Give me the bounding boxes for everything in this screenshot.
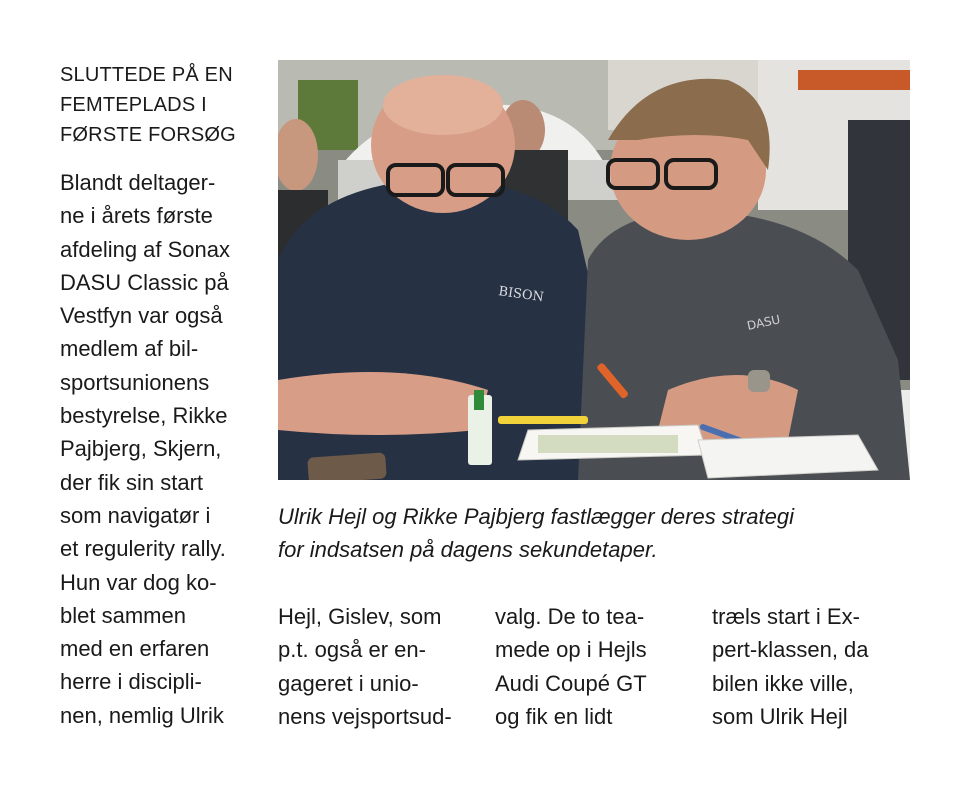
text-line: mede op i Hejls: [495, 637, 647, 663]
text-line: Vestfyn var også: [60, 303, 223, 329]
text-line: der fik sin start: [60, 469, 204, 495]
text-line: sportsunionens: [60, 369, 210, 395]
text-line: som Ulrik Hejl: [712, 703, 848, 729]
text-line: herre i discipli-: [60, 669, 202, 695]
photo-caption: [278, 500, 918, 566]
article-heading: [60, 60, 265, 150]
caption-line: for indsatsen på dagens sekundetaper.: [278, 537, 658, 562]
caption-line: Ulrik Hejl og Rikke Pajbjerg fastlægger deres strategi: [278, 504, 794, 529]
heading-line: FEMTEPLADS I: [60, 94, 207, 116]
text-line: medlem af bil-: [60, 336, 199, 362]
text-line: med en erfaren: [60, 636, 210, 662]
text-line: og fik en lidt: [495, 703, 613, 729]
left-text-column: [60, 166, 230, 732]
text-line: valg. De to tea-: [495, 604, 645, 629]
photo-illustration: [278, 60, 910, 480]
shirt-print-left: BISON: [497, 284, 545, 306]
text-line: Audi Coupé GT: [495, 670, 647, 696]
text-line: et regulerity rally.: [60, 536, 226, 562]
text-line: Hejl, Gislev, som: [278, 604, 442, 629]
text-line: Blandt deltager-: [60, 170, 216, 195]
text-line: ne i årets første: [60, 203, 213, 229]
text-line: nens vejsportsud-: [278, 703, 452, 729]
text-line: bilen ikke ville,: [712, 670, 854, 696]
text-line: blet sammen: [60, 602, 186, 628]
text-line: træls start i Ex-: [712, 604, 860, 629]
heading-line: FØRSTE FORSØG: [60, 124, 236, 146]
text-line: Pajbjerg, Skjern,: [60, 436, 222, 462]
text-line: bestyrelse, Rikke: [60, 403, 228, 429]
heading-line: SLUTTEDE PÅ EN: [60, 64, 233, 86]
shirt-print-right: DASU: [745, 312, 782, 333]
text-line: Hun var dog ko-: [60, 569, 217, 595]
bottom-text-column-2: [495, 600, 647, 733]
text-line: afdeling af Sonax: [60, 236, 231, 262]
text-line: DASU Classic på: [60, 269, 229, 295]
text-line: p.t. også er en-: [278, 637, 426, 663]
text-line: pert-klassen, da: [712, 637, 869, 663]
bottom-text-column-1: [278, 600, 452, 733]
article-photo: [278, 60, 910, 480]
bottom-text-column-3: [712, 600, 869, 733]
text-line: nen, nemlig Ulrik: [60, 702, 224, 728]
text-line: gageret i unio-: [278, 670, 419, 696]
text-line: som navigatør i: [60, 502, 211, 528]
